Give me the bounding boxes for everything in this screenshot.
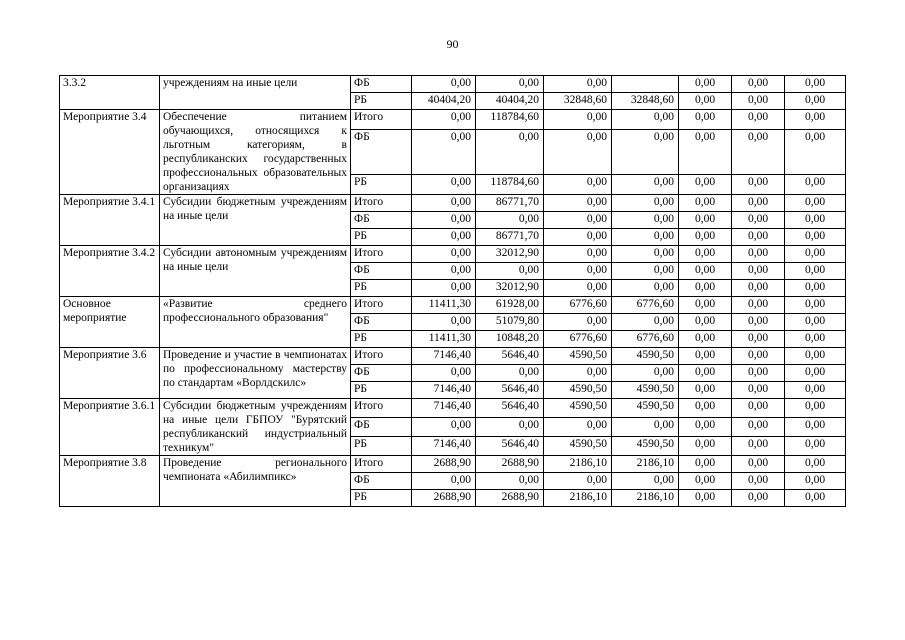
funding-source-cell: РБ bbox=[351, 437, 412, 456]
amount-cell: 0,00 bbox=[544, 314, 612, 331]
amount-cell: 2688,90 bbox=[412, 456, 476, 473]
activity-code-cell: Мероприятие 3.6 bbox=[60, 348, 160, 399]
amount-cell: 0,00 bbox=[544, 110, 612, 130]
amount-cell: 0,00 bbox=[679, 130, 732, 175]
funding-source-cell: РБ bbox=[351, 490, 412, 507]
amount-cell: 0,00 bbox=[679, 399, 732, 418]
amount-cell: 0,00 bbox=[476, 263, 544, 280]
funding-source-cell: Итого bbox=[351, 399, 412, 418]
amount-cell: 6776,60 bbox=[612, 297, 679, 314]
amount-cell: 5646,40 bbox=[476, 399, 544, 418]
funding-source-cell: Итого bbox=[351, 348, 412, 365]
amount-cell: 0,00 bbox=[612, 130, 679, 175]
amount-cell: 0,00 bbox=[732, 365, 785, 382]
amount-cell: 32848,60 bbox=[612, 93, 679, 110]
amount-cell: 11411,30 bbox=[412, 331, 476, 348]
amount-cell: 11411,30 bbox=[412, 297, 476, 314]
amount-cell: 0,00 bbox=[732, 348, 785, 365]
amount-cell: 0,00 bbox=[732, 314, 785, 331]
amount-cell: 0,00 bbox=[732, 263, 785, 280]
table-row bbox=[60, 348, 846, 365]
activity-code-cell: Мероприятие 3.6.1 bbox=[60, 399, 160, 456]
amount-cell: 6776,60 bbox=[544, 297, 612, 314]
amount-cell: 0,00 bbox=[412, 314, 476, 331]
amount-cell: 2688,90 bbox=[476, 490, 544, 507]
amount-cell: 0,00 bbox=[476, 130, 544, 175]
activity-code-cell: Основное мероприятие bbox=[60, 297, 160, 348]
funding-source-cell: ФБ bbox=[351, 365, 412, 382]
amount-cell: 2186,10 bbox=[544, 456, 612, 473]
amount-cell: 0,00 bbox=[785, 280, 846, 297]
amount-cell: 0,00 bbox=[612, 314, 679, 331]
amount-cell: 0,00 bbox=[785, 93, 846, 110]
amount-cell: 0,00 bbox=[732, 246, 785, 263]
amount-cell: 0,00 bbox=[732, 130, 785, 175]
amount-cell: 0,00 bbox=[544, 195, 612, 212]
amount-cell: 0,00 bbox=[679, 314, 732, 331]
amount-cell: 4590,50 bbox=[612, 399, 679, 418]
funding-source-cell: ФБ bbox=[351, 473, 412, 490]
amount-cell: 0,00 bbox=[679, 456, 732, 473]
amount-cell: 0,00 bbox=[412, 195, 476, 212]
amount-cell: 32012,90 bbox=[476, 246, 544, 263]
amount-cell: 0,00 bbox=[612, 280, 679, 297]
page-number: 90 bbox=[446, 37, 459, 51]
amount-cell: 6776,60 bbox=[612, 331, 679, 348]
amount-cell: 0,00 bbox=[785, 418, 846, 437]
amount-cell: 0,00 bbox=[732, 399, 785, 418]
amount-cell: 0,00 bbox=[785, 314, 846, 331]
activity-code-cell: Мероприятие 3.8 bbox=[60, 456, 160, 507]
amount-cell: 0,00 bbox=[679, 174, 732, 194]
activity-name-cell: Субсидии бюджетным учреждениям на иные цели bbox=[160, 195, 351, 246]
amount-cell: 51079,80 bbox=[476, 314, 544, 331]
activity-code-cell: Мероприятие 3.4 bbox=[60, 110, 160, 195]
amount-cell: 0,00 bbox=[785, 473, 846, 490]
amount-cell: 0,00 bbox=[476, 473, 544, 490]
funding-source-cell: РБ bbox=[351, 174, 412, 194]
amount-cell: 0,00 bbox=[544, 76, 612, 93]
amount-cell: 0,00 bbox=[679, 76, 732, 93]
activity-code-cell: Мероприятие 3.4.2 bbox=[60, 246, 160, 297]
amount-cell: 0,00 bbox=[679, 93, 732, 110]
amount-cell: 0,00 bbox=[544, 174, 612, 194]
amount-cell: 0,00 bbox=[612, 195, 679, 212]
amount-cell: 0,00 bbox=[732, 229, 785, 246]
amount-cell: 6776,60 bbox=[544, 331, 612, 348]
funding-source-cell: РБ bbox=[351, 93, 412, 110]
amount-cell: 0,00 bbox=[679, 382, 732, 399]
amount-cell: 32012,90 bbox=[476, 280, 544, 297]
amount-cell: 0,00 bbox=[785, 246, 846, 263]
funding-source-cell: ФБ bbox=[351, 76, 412, 93]
amount-cell: 32848,60 bbox=[544, 93, 612, 110]
amount-cell: 0,00 bbox=[732, 473, 785, 490]
amount-cell: 0,00 bbox=[785, 437, 846, 456]
amount-cell: 0,00 bbox=[732, 297, 785, 314]
amount-cell: 0,00 bbox=[785, 195, 846, 212]
amount-cell: 118784,60 bbox=[476, 110, 544, 130]
amount-cell: 0,00 bbox=[785, 331, 846, 348]
table-body bbox=[60, 76, 846, 507]
table-row bbox=[60, 456, 846, 473]
amount-cell: 4590,50 bbox=[544, 382, 612, 399]
funding-source-cell: ФБ bbox=[351, 212, 412, 229]
amount-cell: 5646,40 bbox=[476, 348, 544, 365]
amount-cell: 7146,40 bbox=[412, 437, 476, 456]
amount-cell: 0,00 bbox=[544, 229, 612, 246]
amount-cell: 10848,20 bbox=[476, 331, 544, 348]
amount-cell: 86771,70 bbox=[476, 229, 544, 246]
funding-source-cell: Итого bbox=[351, 110, 412, 130]
amount-cell: 0,00 bbox=[612, 365, 679, 382]
amount-cell: 0,00 bbox=[679, 365, 732, 382]
amount-cell: 0,00 bbox=[679, 473, 732, 490]
amount-cell: 0,00 bbox=[679, 437, 732, 456]
amount-cell: 0,00 bbox=[679, 110, 732, 130]
amount-cell: 0,00 bbox=[412, 246, 476, 263]
amount-cell: 0,00 bbox=[785, 263, 846, 280]
amount-cell: 4590,50 bbox=[544, 348, 612, 365]
amount-cell: 0,00 bbox=[732, 110, 785, 130]
amount-cell: 0,00 bbox=[612, 110, 679, 130]
amount-cell: 4590,50 bbox=[612, 437, 679, 456]
amount-cell: 0,00 bbox=[544, 365, 612, 382]
activity-name-cell: «Развитие среднего профессионального образования" bbox=[160, 297, 351, 348]
amount-cell: 2688,90 bbox=[412, 490, 476, 507]
amount-cell: 4590,50 bbox=[544, 437, 612, 456]
table-row bbox=[60, 297, 846, 314]
amount-cell: 0,00 bbox=[732, 280, 785, 297]
amount-cell: 0,00 bbox=[544, 130, 612, 175]
funding-source-cell: РБ bbox=[351, 382, 412, 399]
amount-cell: 0,00 bbox=[732, 331, 785, 348]
amount-cell: 0,00 bbox=[785, 365, 846, 382]
amount-cell: 0,00 bbox=[785, 130, 846, 175]
amount-cell: 86771,70 bbox=[476, 195, 544, 212]
amount-cell: 40404,20 bbox=[476, 93, 544, 110]
amount-cell: 0,00 bbox=[612, 418, 679, 437]
amount-cell: 0,00 bbox=[785, 456, 846, 473]
amount-cell: 0,00 bbox=[679, 212, 732, 229]
amount-cell: 0,00 bbox=[412, 263, 476, 280]
amount-cell: 0,00 bbox=[679, 490, 732, 507]
amount-cell: 0,00 bbox=[679, 263, 732, 280]
activity-name-cell: Субсидии автономным учреждениям на иные цели bbox=[160, 246, 351, 297]
amount-cell: 40404,20 bbox=[412, 93, 476, 110]
amount-cell: 0,00 bbox=[679, 246, 732, 263]
amount-cell: 0,00 bbox=[732, 382, 785, 399]
funding-source-cell: РБ bbox=[351, 280, 412, 297]
amount-cell: 7146,40 bbox=[412, 348, 476, 365]
amount-cell: 0,00 bbox=[412, 110, 476, 130]
table-row bbox=[60, 246, 846, 263]
amount-cell: 0,00 bbox=[785, 382, 846, 399]
amount-cell: 0,00 bbox=[732, 456, 785, 473]
amount-cell: 0,00 bbox=[544, 263, 612, 280]
amount-cell: 0,00 bbox=[732, 93, 785, 110]
amount-cell: 5646,40 bbox=[476, 382, 544, 399]
activity-name-cell: Проведение и участие в чемпионатах по профессиональному мастерству по стандартам «Ворлдскилс» bbox=[160, 348, 351, 399]
amount-cell: 0,00 bbox=[412, 174, 476, 194]
amount-cell: 0,00 bbox=[785, 212, 846, 229]
amount-cell: 0,00 bbox=[732, 76, 785, 93]
amount-cell: 0,00 bbox=[612, 473, 679, 490]
amount-cell: 0,00 bbox=[612, 246, 679, 263]
amount-cell: 0,00 bbox=[412, 365, 476, 382]
amount-cell: 0,00 bbox=[412, 280, 476, 297]
amount-cell: 0,00 bbox=[732, 490, 785, 507]
amount-cell: 0,00 bbox=[612, 212, 679, 229]
amount-cell: 0,00 bbox=[544, 280, 612, 297]
amount-cell: 2688,90 bbox=[476, 456, 544, 473]
amount-cell: 0,00 bbox=[679, 297, 732, 314]
amount-cell: 0,00 bbox=[679, 348, 732, 365]
amount-cell: 0,00 bbox=[785, 76, 846, 93]
funding-source-cell: Итого bbox=[351, 297, 412, 314]
amount-cell: 0,00 bbox=[612, 263, 679, 280]
amount-cell: 2186,10 bbox=[612, 456, 679, 473]
activity-name-cell: учреждениям на иные цели bbox=[160, 76, 351, 110]
amount-cell: 0,00 bbox=[412, 473, 476, 490]
amount-cell: 0,00 bbox=[679, 418, 732, 437]
funding-source-cell: ФБ bbox=[351, 130, 412, 175]
funding-source-cell: РБ bbox=[351, 331, 412, 348]
amount-cell: 0,00 bbox=[476, 365, 544, 382]
amount-cell: 0,00 bbox=[412, 418, 476, 437]
activity-code-cell: Мероприятие 3.4.1 bbox=[60, 195, 160, 246]
amount-cell: 0,00 bbox=[476, 212, 544, 229]
amount-cell: 0,00 bbox=[679, 229, 732, 246]
amount-cell: 0,00 bbox=[732, 195, 785, 212]
amount-cell: 0,00 bbox=[476, 418, 544, 437]
amount-cell: 0,00 bbox=[544, 246, 612, 263]
amount-cell: 0,00 bbox=[732, 212, 785, 229]
table-row bbox=[60, 76, 846, 93]
amount-cell: 7146,40 bbox=[412, 399, 476, 418]
funding-source-cell: РБ bbox=[351, 229, 412, 246]
amount-cell: 118784,60 bbox=[476, 174, 544, 194]
funding-source-cell: ФБ bbox=[351, 418, 412, 437]
amount-cell: 7146,40 bbox=[412, 382, 476, 399]
amount-cell: 0,00 bbox=[412, 76, 476, 93]
funding-source-cell: Итого bbox=[351, 456, 412, 473]
amount-cell: 0,00 bbox=[679, 331, 732, 348]
amount-cell: 5646,40 bbox=[476, 437, 544, 456]
amount-cell bbox=[612, 76, 679, 93]
amount-cell: 0,00 bbox=[785, 297, 846, 314]
funding-source-cell: ФБ bbox=[351, 314, 412, 331]
amount-cell: 0,00 bbox=[785, 490, 846, 507]
amount-cell: 0,00 bbox=[412, 229, 476, 246]
amount-cell: 0,00 bbox=[679, 280, 732, 297]
amount-cell: 61928,00 bbox=[476, 297, 544, 314]
amount-cell: 0,00 bbox=[732, 418, 785, 437]
amount-cell: 0,00 bbox=[785, 229, 846, 246]
funding-source-cell: Итого bbox=[351, 246, 412, 263]
amount-cell: 0,00 bbox=[612, 229, 679, 246]
amount-cell: 0,00 bbox=[544, 473, 612, 490]
amount-cell: 0,00 bbox=[544, 418, 612, 437]
budget-table bbox=[59, 75, 846, 507]
amount-cell: 0,00 bbox=[476, 76, 544, 93]
amount-cell: 0,00 bbox=[679, 195, 732, 212]
amount-cell: 2186,10 bbox=[544, 490, 612, 507]
table-row bbox=[60, 399, 846, 418]
activity-name-cell: Проведение регионального чемпионата «Абилимпикс» bbox=[160, 456, 351, 507]
activity-code-cell: 3.3.2 bbox=[60, 76, 160, 110]
amount-cell: 2186,10 bbox=[612, 490, 679, 507]
amount-cell: 0,00 bbox=[732, 437, 785, 456]
funding-source-cell: Итого bbox=[351, 195, 412, 212]
activity-name-cell: Обеспечение питанием обучающихся, относящихся к льготным категориям, в республиканских государственных профессиональных образовательных организациях bbox=[160, 110, 351, 195]
table-row bbox=[60, 195, 846, 212]
amount-cell: 0,00 bbox=[412, 130, 476, 175]
table-row bbox=[60, 110, 846, 130]
funding-source-cell: ФБ bbox=[351, 263, 412, 280]
amount-cell: 0,00 bbox=[732, 174, 785, 194]
amount-cell: 0,00 bbox=[785, 110, 846, 130]
amount-cell: 0,00 bbox=[785, 348, 846, 365]
amount-cell: 0,00 bbox=[544, 212, 612, 229]
amount-cell: 4590,50 bbox=[612, 382, 679, 399]
amount-cell: 0,00 bbox=[412, 212, 476, 229]
amount-cell: 0,00 bbox=[785, 174, 846, 194]
amount-cell: 0,00 bbox=[785, 399, 846, 418]
amount-cell: 4590,50 bbox=[612, 348, 679, 365]
activity-name-cell: Субсидии бюджетным учреждениям на иные цели ГБПОУ "Бурятский республиканский индустриальный техникум" bbox=[160, 399, 351, 456]
amount-cell: 4590,50 bbox=[544, 399, 612, 418]
amount-cell: 0,00 bbox=[612, 174, 679, 194]
